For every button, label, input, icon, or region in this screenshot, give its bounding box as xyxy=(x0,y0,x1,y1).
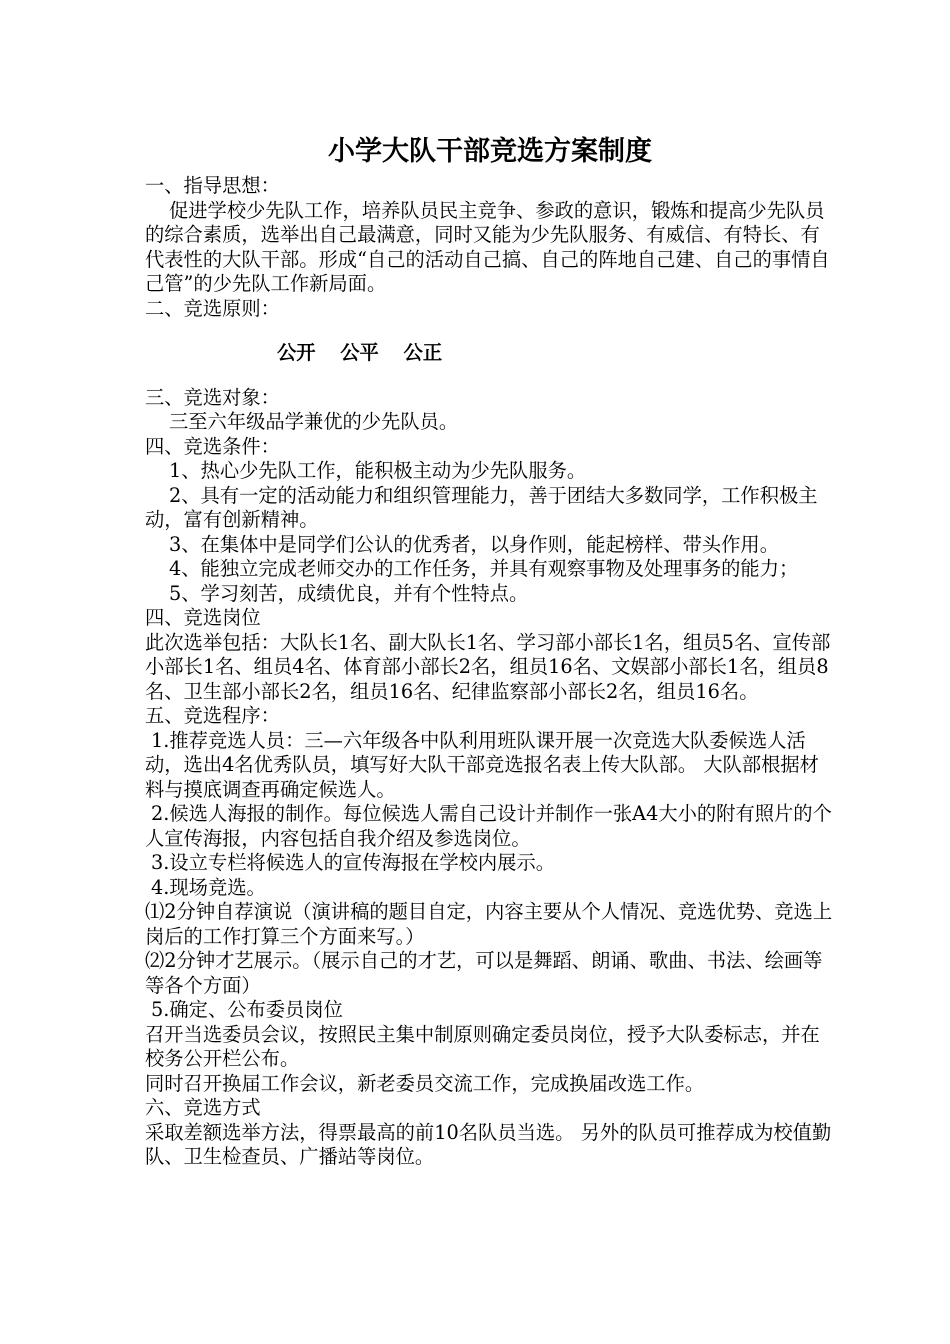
procedure-item: 4.现场竞选。 xyxy=(151,875,266,899)
section-guiding-thought-heading: 一、指导思想： xyxy=(145,174,280,197)
condition-item: 5、学习刻苦，成绩优良，并有个性特点。 xyxy=(169,581,529,605)
section-targets-body: 三至六年级品学兼优的少先队员。 xyxy=(169,410,459,434)
procedure-item: 1.推荐竞选人员：三—六年级各中队利用班队课开展一次竞选大队委候选人活动，选出4名优秀队员，填写好大队干部竞选报名表上传大队部。 大队部根据材料与摸底调查再确定候选人。 xyxy=(145,728,819,801)
procedure-subitem: ⑴2分钟自荐演说（演讲稿的题目自定，内容主要从个人情况、竞选优势、竞选上岗后的工作打算三个方面来写。） xyxy=(145,900,833,948)
section-guiding-thought-body: 促进学校少先队工作，培养队员民主竞争、参政的意识，锻炼和提高少先队员的综合素质，选举出自己最满意，同时又能为少先队服务、有威信、有特长、有代表性的大队干部。形成“自己的活动自己搞、自己的阵地自己建、自己的事情自己管”的少先队工作新局面。 xyxy=(145,198,830,295)
section-positions-heading: 四、竞选岗位 xyxy=(145,606,261,630)
condition-item: 1、热心少先队工作，能积极主动为少先队服务。 xyxy=(169,459,587,483)
procedure-item: 2.候选人海报的制作。每位候选人需自己设计并制作一张A4大小的附有照片的个人宣传海报，内容包括自我介绍及参选岗位。 xyxy=(145,802,832,850)
section-conditions-heading: 四、竞选条件： xyxy=(145,434,280,458)
section-method-body: 采取差额选举方法，得票最高的前10名队员当选。 另外的队员可推荐成为校值勤队、卫生检查员、广播站等岗位。 xyxy=(145,1120,832,1169)
document-body xyxy=(145,130,835,1170)
section-positions-body: 此次选举包括：大队长1名、副大队长1名、学习部小部长1名，组员5名、宣传部小部长1名、组员4名、体育部小部长2名，组员16名、文娱部小部长1名，组员8名、卫生部小部长2名，组员16名、纪律监察部小部长2名，组员16名。 xyxy=(145,630,831,703)
section-procedure-heading: 五、竞选程序： xyxy=(145,704,280,728)
procedure-item: 5.确定、公布委员岗位 xyxy=(151,998,343,1022)
condition-item: 2、具有一定的活动能力和组织管理能力，善于团结大多数同学，工作积极主动，富有创新精神。 xyxy=(145,483,818,532)
section-principles-values: 公开 公平 公正 xyxy=(277,341,443,365)
condition-item: 4、能独立完成老师交办的工作任务，并具有观察事物及处理事务的能力； xyxy=(169,557,799,581)
section-method-heading: 六、竞选方式 xyxy=(145,1096,261,1120)
procedure-item: 3.设立专栏将候选人的宣传海报在学校内展示。 xyxy=(151,851,556,875)
procedure-item-body: 召开当选委员会议，按照民主集中制原则确定委员岗位，授予大队委标志，并在校务公开栏公布。 xyxy=(145,1022,820,1071)
section-targets-heading: 三、竞选对象： xyxy=(145,385,280,409)
section-principles-heading: 二、竞选原则： xyxy=(145,296,280,320)
document-title: 小学大队干部竞选方案制度 xyxy=(328,136,652,167)
procedure-subitem: ⑵2分钟才艺展示。（展示自己的才艺，可以是舞蹈、朗诵、歌曲、书法、绘画等等各个方面） xyxy=(145,949,823,997)
condition-item: 3、在集体中是同学们公认的优秀者，以身作则，能起榜样、带头作用。 xyxy=(169,532,779,556)
procedure-item-body: 同时召开换届工作会议，新老委员交流工作，完成换届改选工作。 xyxy=(145,1071,705,1095)
